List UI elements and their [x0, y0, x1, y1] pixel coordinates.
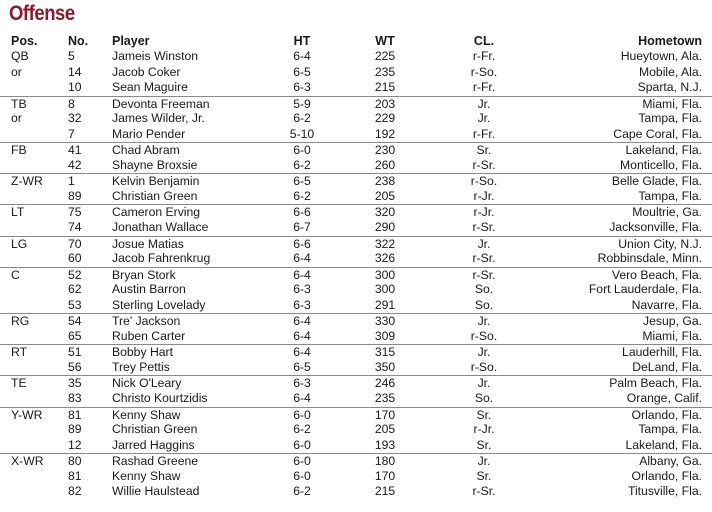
cell-player: Bobby Hart: [112, 345, 173, 360]
cell-height-value: 6-5: [293, 359, 311, 374]
cell-hometown: Navarre, Fla.: [631, 297, 702, 312]
cell-height-value: 6-3: [293, 80, 311, 95]
cell-height-value: 6-6: [293, 205, 311, 220]
table-row: [0, 329, 712, 345]
cell-class-value: Jr.: [477, 236, 491, 251]
table-row: [0, 65, 712, 81]
cell-player: Ruben Carter: [112, 328, 186, 343]
cell-player: Jacob Coker: [112, 64, 181, 79]
cell-weight-value: 291: [374, 297, 396, 312]
table-row: [0, 220, 712, 236]
cell-player: Jarred Haggins: [112, 437, 195, 452]
cell-weight-value: 315: [374, 345, 396, 360]
cell-height-value: 6-4: [293, 251, 311, 266]
cell-number: 54: [68, 314, 82, 329]
cell-height-value: 6-4: [293, 49, 311, 63]
cell-number: 81: [68, 468, 82, 483]
cell-number: 52: [68, 267, 82, 282]
cell-hometown: Mobile, Ala.: [638, 64, 702, 79]
table-row: [0, 49, 712, 65]
cell-hometown: Vero Beach, Fla.: [611, 267, 702, 282]
cell-weight-value: 205: [374, 422, 396, 437]
cell-number: 65: [68, 328, 82, 343]
cell-class-value: r-So.: [470, 174, 498, 189]
cell-class-value: r-Jr.: [473, 205, 495, 220]
cell-pos: LT: [11, 205, 25, 220]
table-row: [0, 391, 712, 407]
cell-height-value: 6-3: [293, 297, 311, 312]
cell-hometown: Hueytown, Ala.: [620, 49, 702, 63]
cell-number: 81: [68, 407, 82, 422]
table-row: [0, 173, 712, 189]
cell-class-value: Jr.: [477, 314, 491, 329]
cell-class-value: r-Jr.: [473, 422, 495, 437]
cell-height-value: 6-0: [293, 468, 311, 483]
cell-player: Christian Green: [112, 188, 198, 203]
table-row: [0, 251, 712, 267]
cell-weight-value: 229: [374, 111, 396, 126]
cell-hometown: Jacksonville, Fla.: [609, 220, 702, 235]
cell-weight-value: 290: [374, 220, 396, 235]
cell-player: Sean Maguire: [112, 80, 188, 95]
cell-hometown: Palm Beach, Fla.: [609, 376, 702, 391]
cell-class-value: Jr.: [477, 345, 491, 360]
cell-hometown: Lakeland, Fla.: [625, 437, 702, 452]
cell-height-value: 6-3: [293, 376, 311, 391]
cell-number: 41: [68, 143, 82, 158]
cell-weight-value: 309: [374, 328, 396, 343]
cell-height-value: 6-2: [293, 422, 311, 437]
cell-weight-value: 320: [374, 205, 396, 220]
cell-weight-value: 170: [374, 407, 396, 422]
table-row: [0, 204, 712, 220]
cell-height-value: 6-0: [293, 454, 311, 469]
table-row: [0, 111, 712, 127]
cell-player: Jameis Winston: [112, 49, 199, 63]
table-row: [0, 313, 712, 329]
cell-hometown: Orlando, Fla.: [631, 407, 702, 422]
cell-weight-value: 205: [374, 188, 396, 203]
cell-player: Jonathan Wallace: [112, 220, 209, 235]
cell-number: 1: [68, 174, 75, 189]
cell-weight-value: 300: [374, 267, 396, 282]
page-title: Offense: [9, 2, 75, 25]
table-row: [0, 453, 712, 469]
cell-class-value: r-So.: [470, 328, 498, 343]
cell-number: 51: [68, 345, 82, 360]
table-row: [0, 142, 712, 158]
cell-number: 70: [68, 236, 82, 251]
cell-weight-value: 260: [374, 157, 396, 172]
cell-class-value: r-Sr.: [472, 484, 496, 499]
cell-number: 62: [68, 282, 82, 297]
cell-class-value: r-Sr.: [472, 157, 496, 172]
cell-pos: RT: [11, 345, 28, 360]
cell-height-value: 6-2: [293, 188, 311, 203]
cell-hometown: Orange, Calif.: [626, 391, 702, 406]
cell-number: 53: [68, 297, 82, 312]
cell-class-value: r-Sr.: [472, 251, 496, 266]
cell-hometown: Fort Lauderdale, Fla.: [588, 282, 702, 297]
cell-class-value: Jr.: [477, 111, 491, 126]
cell-player: Bryan Stork: [112, 267, 176, 282]
header-wt-label: WT: [375, 34, 395, 48]
table-row: [0, 344, 712, 360]
cell-hometown: Tampa, Fla.: [638, 111, 702, 126]
cell-pos: or: [11, 64, 22, 79]
table-row: [0, 438, 712, 454]
cell-weight-value: 235: [374, 391, 396, 406]
cell-weight-value: 193: [374, 437, 396, 452]
cell-number: 89: [68, 422, 82, 437]
cell-height-value: 6-5: [293, 174, 311, 189]
cell-height-value: 6-0: [293, 407, 311, 422]
cell-class-value: So.: [474, 282, 494, 297]
header-pos: Pos.: [11, 34, 38, 48]
cell-number: 32: [68, 111, 82, 126]
cell-hometown: Lakeland, Fla.: [625, 143, 702, 158]
cell-hometown: Jesup, Ga.: [643, 314, 702, 329]
cell-number: 14: [68, 64, 82, 79]
cell-player: Austin Barron: [112, 282, 186, 297]
cell-class-value: Jr.: [477, 96, 491, 111]
cell-player: Tre' Jackson: [112, 314, 181, 329]
cell-number: 82: [68, 484, 82, 499]
cell-height-value: 6-4: [293, 391, 311, 406]
cell-player: Devonta Freeman: [112, 96, 210, 111]
cell-hometown: Tampa, Fla.: [638, 188, 702, 203]
cell-height-value: 6-2: [293, 484, 311, 499]
cell-player: Rashad Greene: [112, 454, 199, 469]
cell-class-value: Sr.: [476, 143, 492, 158]
cell-player: Sterling Lovelady: [112, 297, 206, 312]
cell-number: 89: [68, 188, 82, 203]
cell-height-value: 6-4: [293, 345, 311, 360]
cell-class-value: r-Fr.: [472, 80, 496, 95]
cell-hometown: Monticello, Fla.: [620, 157, 702, 172]
table-row: [0, 484, 712, 500]
cell-height-value: 6-4: [293, 267, 311, 282]
cell-number: 35: [68, 376, 82, 391]
cell-class-value: Jr.: [477, 454, 491, 469]
cell-height-value: 6-4: [293, 314, 311, 329]
cell-weight-value: 170: [374, 468, 396, 483]
cell-class-value: Sr.: [476, 407, 492, 422]
table-row: [0, 158, 712, 174]
cell-class-value: Sr.: [476, 468, 492, 483]
header-cl-label: CL.: [473, 34, 495, 48]
table-row: [0, 189, 712, 205]
cell-pos: Y-WR: [11, 407, 43, 422]
table-row: [0, 80, 712, 96]
cell-hometown: Lauderhill, Fla.: [622, 345, 702, 360]
cell-class-value: r-So.: [470, 359, 498, 374]
table-row: [0, 236, 712, 252]
cell-number: 5: [68, 49, 75, 63]
cell-weight-value: 215: [374, 484, 396, 499]
cell-number: 74: [68, 220, 82, 235]
cell-class-value: Sr.: [476, 437, 492, 452]
cell-class-value: r-Sr.: [472, 267, 496, 282]
cell-weight-value: 203: [374, 96, 396, 111]
table-row: [0, 375, 712, 391]
cell-class-value: r-Fr.: [472, 49, 496, 63]
cell-hometown: Cape Coral, Fla.: [613, 126, 702, 141]
cell-number: 75: [68, 205, 82, 220]
cell-player: Kelvin Benjamin: [112, 174, 200, 189]
cell-class-value: Jr.: [477, 376, 491, 391]
cell-number: 10: [68, 80, 82, 95]
cell-height-value: 6-0: [293, 143, 311, 158]
cell-player: Mario Pender: [112, 126, 186, 141]
cell-number: 8: [68, 96, 75, 111]
cell-weight-value: 322: [374, 236, 396, 251]
cell-height-value: 6-3: [293, 282, 311, 297]
cell-pos: TB: [11, 96, 27, 111]
cell-player: Chad Abram: [112, 143, 180, 158]
table-row: [0, 407, 712, 423]
cell-player: James Wilder, Jr.: [112, 111, 205, 126]
cell-height-value: 6-2: [293, 111, 311, 126]
cell-number: 12: [68, 437, 82, 452]
cell-weight-value: 330: [374, 314, 396, 329]
cell-pos: X-WR: [11, 454, 44, 469]
cell-height-value: 6-2: [293, 157, 311, 172]
cell-player: Trey Pettis: [112, 359, 170, 374]
cell-hometown: Miami, Fla.: [642, 96, 702, 111]
table-header: [0, 34, 712, 49]
cell-number: 60: [68, 251, 82, 266]
cell-player: Christian Green: [112, 422, 198, 437]
cell-height-value: 6-0: [293, 437, 311, 452]
cell-weight-value: 215: [374, 80, 396, 95]
cell-number: 80: [68, 454, 82, 469]
cell-pos: LG: [11, 236, 28, 251]
cell-height-value: 6-6: [293, 236, 311, 251]
cell-hometown: Sparta, N.J.: [637, 80, 702, 95]
cell-weight-value: 225: [374, 49, 396, 63]
cell-hometown: Robbinsdale, Minn.: [597, 251, 702, 266]
cell-player: Christo Kourtzidis: [112, 391, 208, 406]
cell-number: 56: [68, 359, 82, 374]
cell-weight-value: 192: [374, 126, 396, 141]
table-row: [0, 298, 712, 314]
cell-hometown: Miami, Fla.: [642, 328, 702, 343]
cell-class-value: So.: [474, 391, 494, 406]
cell-hometown: Titusville, Fla.: [627, 484, 702, 499]
cell-player: Cameron Erving: [112, 205, 201, 220]
cell-pos: QB: [11, 49, 29, 63]
table-row: [0, 422, 712, 438]
cell-pos: C: [11, 267, 20, 282]
table-row: [0, 267, 712, 283]
cell-hometown: Union City, N.J.: [618, 236, 702, 251]
header-no: No.: [68, 34, 89, 48]
cell-class-value: r-Sr.: [472, 220, 496, 235]
roster-table: [0, 49, 712, 500]
cell-player: Willie Haulstead: [112, 484, 200, 499]
cell-class-value: So.: [474, 297, 494, 312]
table-row: [0, 127, 712, 143]
cell-height-value: 5-9: [293, 96, 311, 111]
cell-player: Jacob Fahrenkrug: [112, 251, 211, 266]
cell-weight-value: 246: [374, 376, 396, 391]
cell-hometown: Albany, Ga.: [639, 454, 702, 469]
cell-height-value: 6-7: [293, 220, 311, 235]
cell-player: Kenny Shaw: [112, 407, 181, 422]
cell-height-value: 6-4: [293, 328, 311, 343]
cell-hometown: Tampa, Fla.: [638, 422, 702, 437]
cell-player: Nick O'Leary: [112, 376, 182, 391]
cell-number: 83: [68, 391, 82, 406]
cell-hometown: Orlando, Fla.: [631, 468, 702, 483]
cell-pos: Z-WR: [11, 174, 43, 189]
cell-pos: or: [11, 111, 22, 126]
cell-weight-value: 300: [374, 282, 396, 297]
cell-number: 7: [68, 126, 75, 141]
cell-hometown: Moultrie, Ga.: [632, 205, 702, 220]
cell-weight-value: 238: [374, 174, 396, 189]
table-row: [0, 469, 712, 485]
cell-player: Kenny Shaw: [112, 468, 181, 483]
cell-class-value: r-Jr.: [473, 188, 495, 203]
table-row: [0, 96, 712, 112]
header-ht-label: HT: [293, 34, 311, 48]
header-player: Player: [112, 34, 150, 48]
cell-height-value: 5-10: [289, 126, 315, 141]
cell-weight-value: 326: [374, 251, 396, 266]
cell-weight-value: 235: [374, 64, 396, 79]
cell-pos: TE: [11, 376, 27, 391]
table-row: [0, 282, 712, 298]
cell-number: 42: [68, 157, 82, 172]
cell-hometown: Belle Glade, Fla.: [611, 174, 702, 189]
cell-pos: RG: [11, 314, 30, 329]
cell-weight-value: 230: [374, 143, 396, 158]
cell-player: Josue Matias: [112, 236, 184, 251]
header-hometown: Hometown: [638, 34, 702, 48]
cell-hometown: DeLand, Fla.: [632, 359, 702, 374]
cell-pos: FB: [11, 143, 27, 158]
cell-height-value: 6-5: [293, 64, 311, 79]
cell-weight-value: 350: [374, 359, 396, 374]
cell-weight-value: 180: [374, 454, 396, 469]
cell-player: Shayne Broxsie: [112, 157, 198, 172]
table-row: [0, 360, 712, 376]
cell-class-value: r-So.: [470, 64, 498, 79]
cell-class-value: r-Fr.: [472, 126, 496, 141]
